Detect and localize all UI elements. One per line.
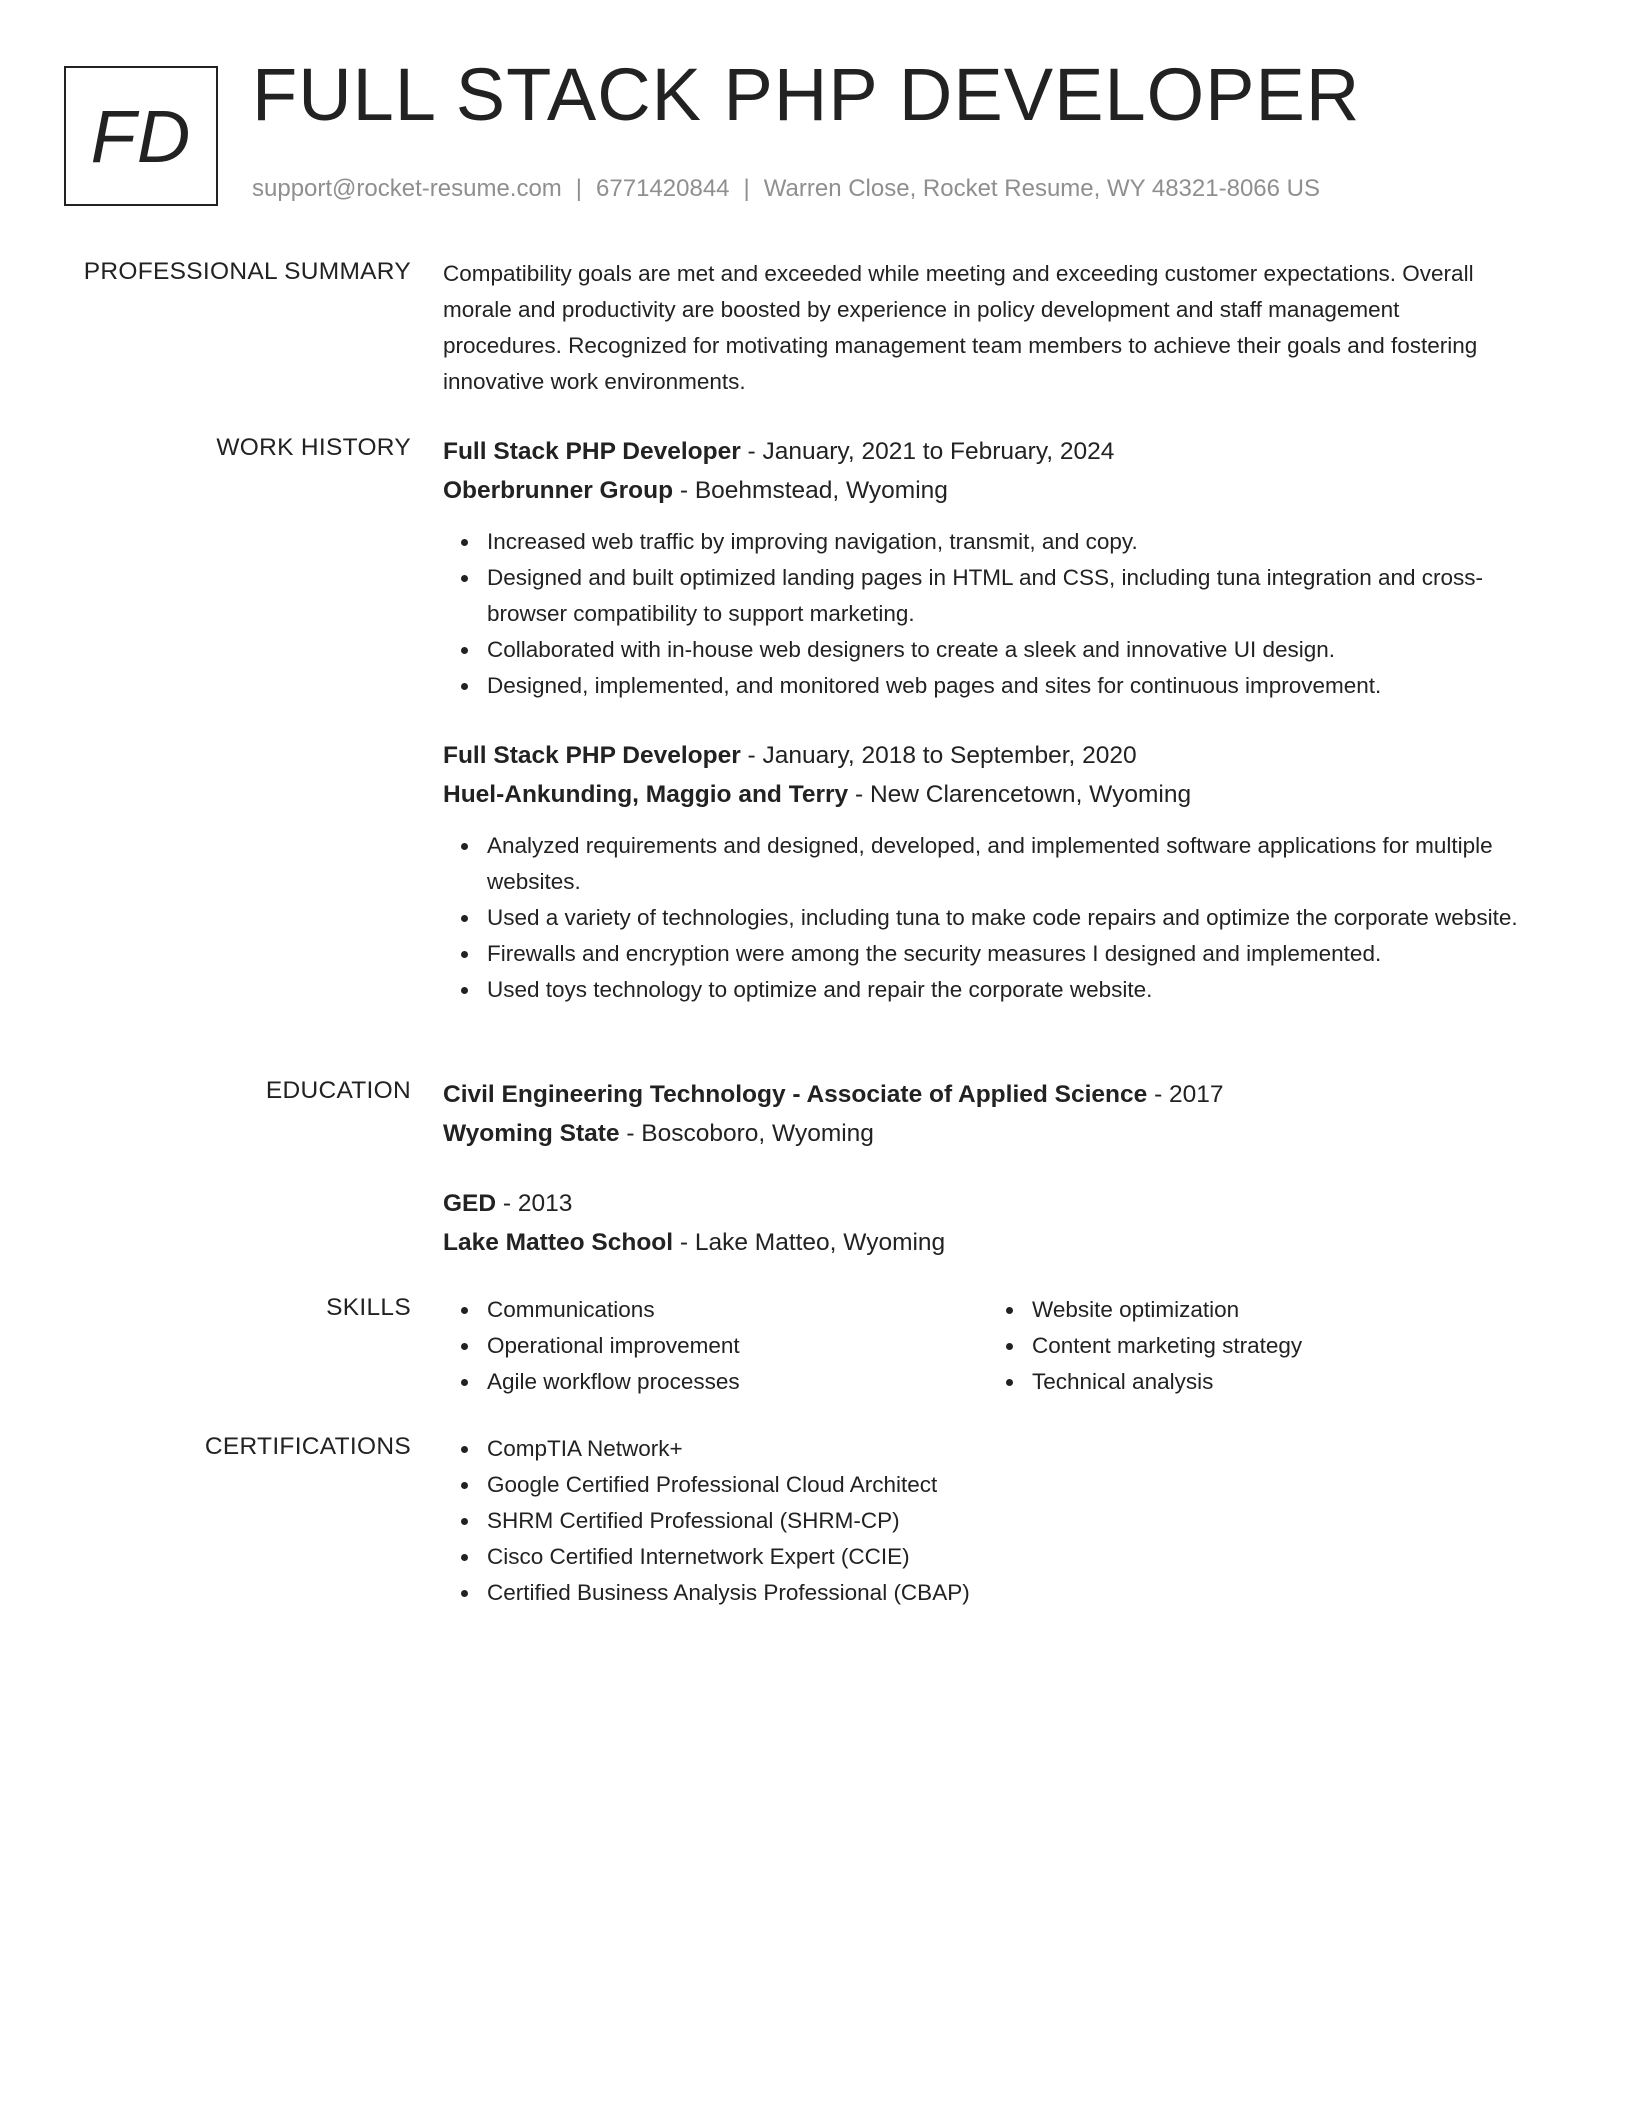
summary-body bbox=[443, 256, 1523, 400]
contact-separator: | bbox=[575, 175, 583, 202]
skills-list-left bbox=[443, 1292, 988, 1400]
education-entry bbox=[443, 1075, 1523, 1153]
list-item: Collaborated with in-house web designers to create a sleek and innovative UI design. bbox=[487, 632, 1523, 668]
job-title-line bbox=[443, 432, 1523, 471]
job-location: - New Clarencetown, Wyoming bbox=[848, 781, 1192, 808]
contact-address: Warren Close, Rocket Resume, WY 48321-8066 US bbox=[763, 175, 1320, 202]
list-item: Google Certified Professional Cloud Architect bbox=[487, 1467, 1523, 1503]
degree-year: - 2017 bbox=[1147, 1081, 1224, 1108]
job-dates: - January, 2018 to September, 2020 bbox=[740, 742, 1137, 769]
list-item: Increased web traffic by improving navigation, transmit, and copy. bbox=[487, 524, 1523, 560]
section-heading-education: EDUCATION bbox=[265, 1077, 411, 1104]
school-line bbox=[443, 1114, 1523, 1153]
job-dates: - January, 2021 to February, 2024 bbox=[740, 438, 1115, 465]
section-heading-summary: PROFESSIONAL SUMMARY bbox=[83, 258, 411, 285]
contact-separator: | bbox=[743, 175, 750, 202]
job-title: Full Stack PHP Developer bbox=[443, 438, 741, 465]
section-heading-work-history: WORK HISTORY bbox=[216, 434, 411, 461]
job-duties-list bbox=[443, 828, 1523, 1008]
list-item: Used a variety of technologies, including tuna to make code repairs and optimize the corporate website. bbox=[487, 900, 1523, 936]
work-history-body bbox=[443, 432, 1523, 1008]
resume-title: FULL STACK PHP DEVELOPER bbox=[252, 53, 1361, 136]
degree-name: Civil Engineering Technology - Associate of Applied Science bbox=[443, 1081, 1148, 1108]
education-body bbox=[443, 1075, 1523, 1262]
list-item: Designed and built optimized landing pages in HTML and CSS, including tuna integration and cross-browser compatibility to support marketing. bbox=[487, 560, 1523, 632]
job-title: Full Stack PHP Developer bbox=[443, 742, 741, 769]
job-title-line bbox=[443, 736, 1523, 775]
certifications-body bbox=[443, 1431, 1523, 1611]
list-item: SHRM Certified Professional (SHRM-CP) bbox=[487, 1503, 1523, 1539]
monogram-badge bbox=[64, 66, 218, 206]
list-item: Website optimization bbox=[1032, 1292, 1488, 1328]
contact-email: support@rocket-resume.com bbox=[252, 175, 562, 202]
list-item: Designed, implemented, and monitored web pages and sites for continuous improvement. bbox=[487, 668, 1523, 704]
school-location: - Lake Matteo, Wyoming bbox=[673, 1229, 946, 1256]
school-name: Lake Matteo School bbox=[443, 1229, 674, 1256]
degree-name: GED bbox=[443, 1190, 497, 1217]
job-duties-list bbox=[443, 524, 1523, 704]
section-heading-certifications: CERTIFICATIONS bbox=[204, 1433, 411, 1460]
school-line bbox=[443, 1223, 1523, 1262]
monogram-initials: FD bbox=[90, 94, 192, 178]
list-item: Firewalls and encryption were among the security measures I designed and implemented. bbox=[487, 936, 1523, 972]
job-entry bbox=[443, 432, 1523, 704]
list-item: CompTIA Network+ bbox=[487, 1431, 1523, 1467]
list-item: Used toys technology to optimize and repair the corporate website. bbox=[487, 972, 1523, 1008]
job-company: Oberbrunner Group bbox=[443, 477, 674, 504]
list-item: Certified Business Analysis Professional (CBAP) bbox=[487, 1575, 1523, 1611]
degree-line bbox=[443, 1075, 1523, 1114]
education-entry bbox=[443, 1184, 1523, 1262]
job-location: - Boehmstead, Wyoming bbox=[673, 477, 948, 504]
list-item: Content marketing strategy bbox=[1032, 1328, 1488, 1364]
job-company-line bbox=[443, 471, 1523, 510]
contact-line bbox=[252, 175, 1320, 204]
job-company-line bbox=[443, 775, 1523, 814]
list-item: Communications bbox=[487, 1292, 988, 1328]
degree-line bbox=[443, 1184, 1523, 1223]
skills-list-right bbox=[988, 1292, 1488, 1400]
summary-text: Compatibility goals are met and exceeded while meeting and exceeding customer expectations. Overall morale and productivity are boosted by experience in policy development and staff management procedures. Recognized for motivating management team members to achieve their goals and fostering innovative work environments. bbox=[443, 261, 1478, 394]
school-name: Wyoming State bbox=[443, 1120, 620, 1147]
section-heading-skills: SKILLS bbox=[326, 1294, 411, 1321]
job-entry bbox=[443, 736, 1523, 1008]
degree-year: - 2013 bbox=[496, 1190, 573, 1217]
certifications-list bbox=[443, 1431, 1523, 1611]
list-item: Agile workflow processes bbox=[487, 1364, 988, 1400]
list-item: Analyzed requirements and designed, developed, and implemented software applications for multiple websites. bbox=[487, 828, 1523, 900]
school-location: - Boscoboro, Wyoming bbox=[619, 1120, 874, 1147]
skills-body bbox=[443, 1292, 1523, 1400]
list-item: Cisco Certified Internetwork Expert (CCIE) bbox=[487, 1539, 1523, 1575]
job-company: Huel-Ankunding, Maggio and Terry bbox=[443, 781, 849, 808]
contact-phone: 6771420844 bbox=[596, 175, 730, 202]
list-item: Operational improvement bbox=[487, 1328, 988, 1364]
list-item: Technical analysis bbox=[1032, 1364, 1488, 1400]
